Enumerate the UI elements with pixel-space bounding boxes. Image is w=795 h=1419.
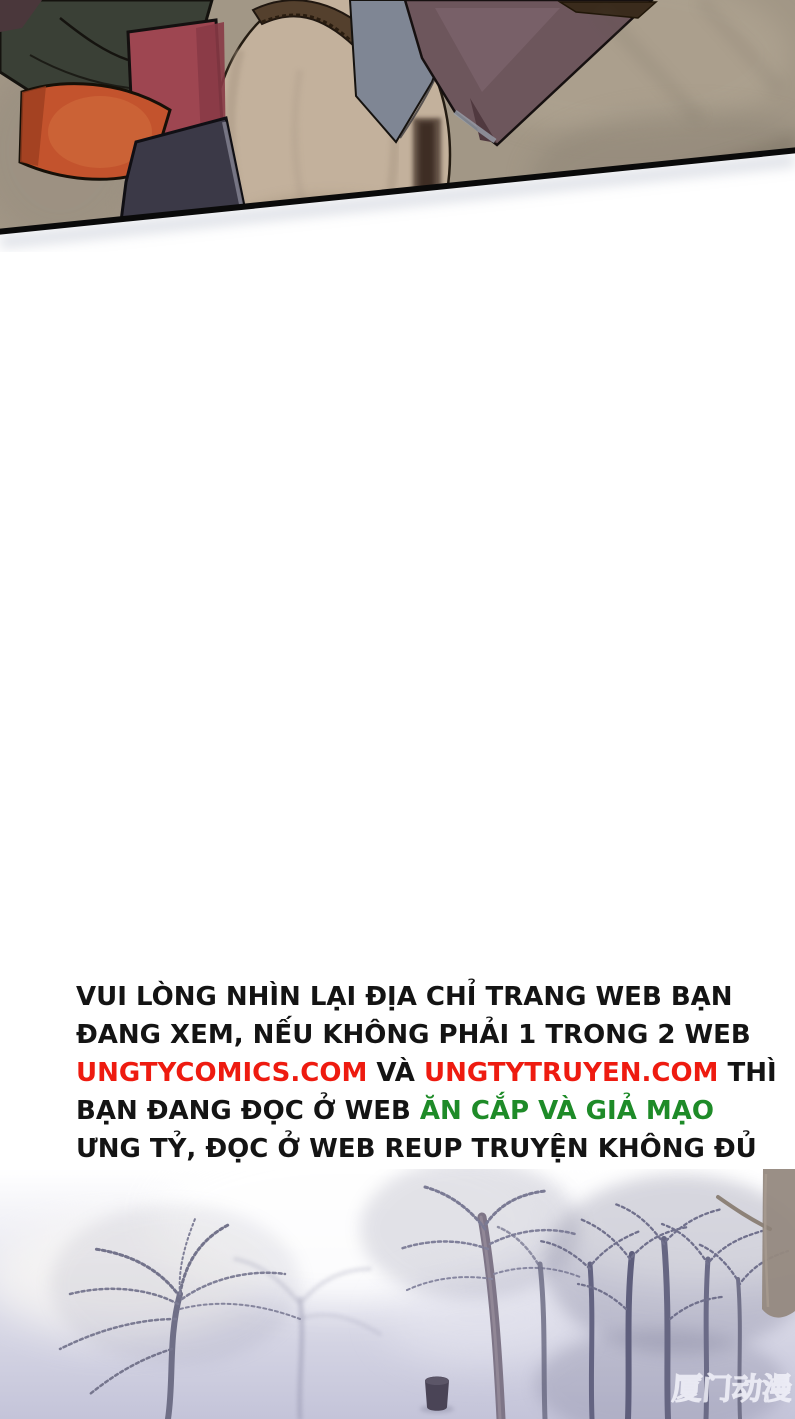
notice-text: VÀ bbox=[367, 1058, 424, 1088]
website-name-ungtytruyen: UNGTYTRUYEN.COM bbox=[423, 1058, 719, 1088]
notice-line-2 bbox=[76, 1016, 751, 1054]
notice-line-1 bbox=[76, 978, 741, 1016]
notice-line-3 bbox=[76, 1054, 777, 1092]
notice-text: BẠN ĐANG ĐỌC Ở WEB bbox=[76, 1096, 420, 1126]
artwork-pole bbox=[413, 118, 441, 223]
comic-panel-artwork bbox=[0, 0, 795, 252]
notice-text: ƯNG TỶ, ĐỌC Ở WEB REUP TRUYỆN KHÔNG ĐỦ bbox=[76, 1134, 757, 1164]
watermark-text: 厦门动漫 bbox=[670, 1372, 794, 1407]
notice-text: ĐANG XEM, NẾU KHÔNG PHẢI 1 TRONG 2 WEB bbox=[76, 1020, 751, 1050]
website-name-ungtycomics: UNGTYCOMICS.COM bbox=[76, 1058, 368, 1088]
notice-warning-text: ĂN CẮP VÀ GIẢ MẠO bbox=[419, 1096, 714, 1126]
notice-line-5 bbox=[76, 1130, 757, 1168]
notice-text: THÌ bbox=[718, 1058, 777, 1088]
notice-text: VUI LÒNG NHÌN LẠI ĐỊA CHỈ TRANG WEB BẠN bbox=[76, 982, 733, 1012]
notice-line-4 bbox=[76, 1092, 741, 1130]
